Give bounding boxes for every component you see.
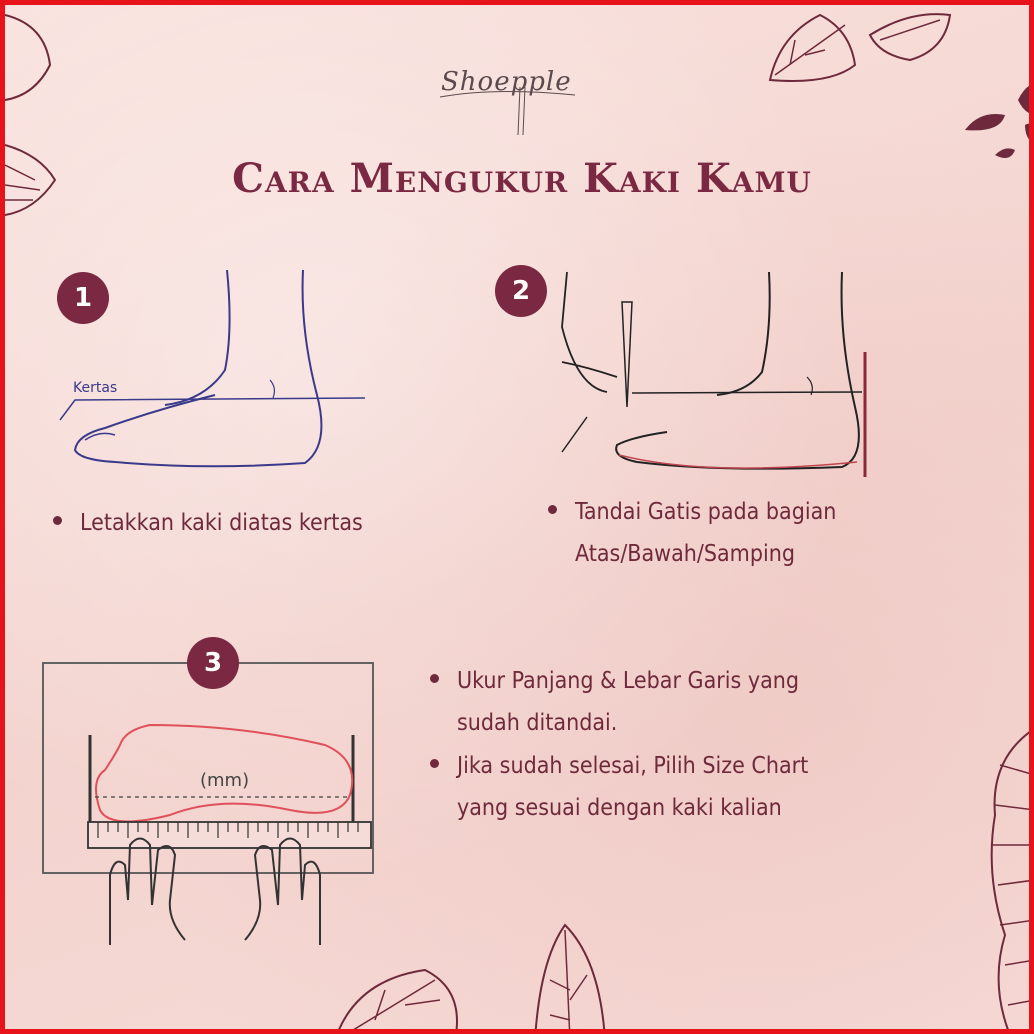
step-2-badge: 2 — [495, 265, 547, 317]
brand-logo — [435, 57, 585, 137]
brand-name: Shoepple — [441, 67, 572, 97]
step-3-text-1 — [430, 660, 799, 744]
step-3-instruction-2-line2: yang sesuai dengan kaki kalian — [457, 795, 782, 821]
step-3-badge: 3 — [187, 637, 239, 689]
page-title: Cara Mengukur Kaki Kamu — [232, 155, 812, 202]
unit-label: (mm) — [200, 770, 250, 791]
step-2-instruction-line2: Atas/Bawah/Samping — [575, 541, 795, 567]
leaf-decoration-top-right — [760, 5, 1034, 165]
paper-label: Kertas — [73, 380, 118, 396]
bullet-dot — [430, 674, 439, 683]
bullet-dot — [53, 516, 62, 525]
bullet-dot — [548, 505, 557, 514]
leaf-decoration-right — [980, 725, 1034, 1034]
marking-foot-illustration — [557, 267, 877, 482]
step-1-text — [53, 502, 363, 544]
measuring-foot-illustration — [40, 660, 380, 950]
step-1-instruction: Letakkan kaki diatas kertas — [80, 510, 363, 536]
step-3-instruction-1-line1: Ukur Panjang & Lebar Garis yang — [457, 668, 800, 694]
step-2-instruction-line1: Tandai Gatis pada bagian — [575, 499, 837, 525]
foot-on-paper-illustration — [55, 270, 375, 480]
step-2-text — [548, 491, 836, 575]
bullet-dot — [430, 759, 439, 768]
step-3-instruction-2-line1: Jika sudah selesai, Pilih Size Chart — [457, 753, 809, 779]
step-1-badge: 1 — [57, 272, 109, 324]
step-3-instruction-1-line2: sudah ditandai. — [457, 710, 618, 736]
step-3-text-2 — [430, 745, 808, 829]
